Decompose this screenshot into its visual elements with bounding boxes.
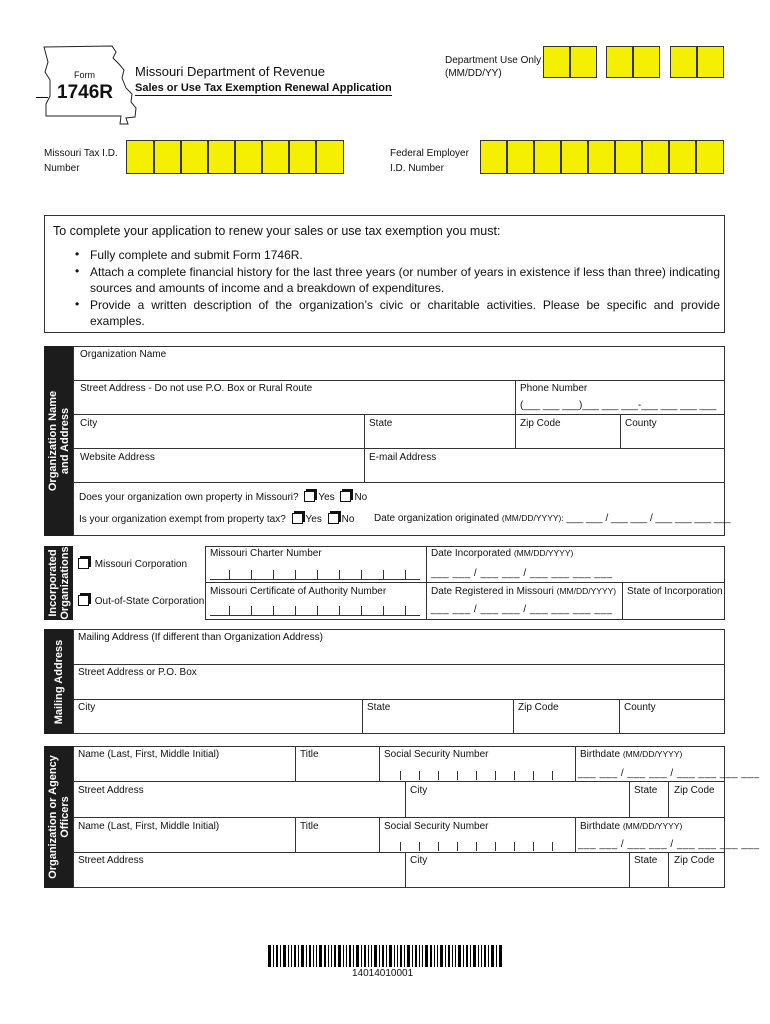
officer-1-name-field[interactable]: Name (Last, First, Middle Initial) [78,749,220,760]
exempt-yes-checkbox[interactable] [292,513,303,524]
charter-number-label: Missouri Charter Number [210,548,322,559]
officer-1-ssn-label: Social Security Number [384,749,489,760]
cert-authority-label: Missouri Certificate of Authority Number [210,586,387,597]
instructions-box [44,215,725,333]
instruction-3: Provide a written description of the organization’s civic or charitable activities. Please be specific and provide examples. [90,298,720,328]
own-property-yes-checkbox[interactable] [304,491,315,502]
org-phone-field[interactable]: (___ ___ ___)___ ___ ___-___ ___ ___ ___ [520,400,717,411]
bullet-icon: • [75,264,80,278]
missouri-corporation-checkbox[interactable] [78,558,89,569]
officers-section-label: Organization or Agency Officers [44,746,73,888]
org-phone-label: Phone Number [520,383,588,394]
dept-use-date-format: (MM/DD/YY) [445,68,502,79]
officer-2-birthdate-field[interactable]: ___ ___ / ___ ___ / ___ ___ ___ ___ [578,839,760,850]
officer-2-city-field[interactable]: City [410,855,428,866]
incorp-section-label: Incorporated Organizations [44,546,73,620]
officer-1-city-field[interactable]: City [410,785,428,796]
own-property-question: Does your organization own property in Missouri? Yes No [79,492,368,503]
officer-1-birthdate-label: Birthdate (MM/DD/YYYY) [580,749,683,760]
bullet-icon: • [75,247,80,261]
barcode-icon [268,945,502,967]
exempt-no-checkbox[interactable] [328,513,339,524]
fein-label-1: Federal Employer [390,148,469,159]
tax-id-label-1: Missouri Tax I.D. [44,148,118,159]
officer-2-street-field[interactable]: Street Address [78,855,144,866]
officer-2-birthdate-label: Birthdate (MM/DD/YYYY) [580,821,683,832]
date-incorporated-field[interactable]: ___ ___ / ___ ___ / ___ ___ ___ ___ [431,568,613,579]
officer-2-zip-field[interactable]: Zip Code [674,855,715,866]
officer-1-title-field[interactable]: Title [300,749,319,760]
exempt-property-question: Is your organization exempt from property tax? Yes No [79,514,355,525]
oos-corporation-option: Out-of-State Corporation [78,595,204,607]
form-number: 1746R [57,82,113,103]
date-registered-field[interactable]: ___ ___ / ___ ___ / ___ ___ ___ ___ [431,604,613,615]
oos-corporation-checkbox[interactable] [78,595,89,606]
bullet-icon: • [75,297,80,311]
mailing-zip-field[interactable]: Zip Code [518,702,559,713]
instruction-2: Attach a complete financial history for the last three years (or number of years in existence if less than three) indicating sources and amounts of income and a breakdown of expenditures. [90,265,720,295]
org-website-field[interactable]: Website Address [80,452,155,463]
dept-use-only-label: Department Use Only [445,55,542,66]
tax-id-label-2: Number [44,163,80,174]
state-of-incorporation-field[interactable]: State of Incorporation [627,586,723,597]
mailing-section [73,629,725,734]
org-street-field[interactable]: Street Address - Do not use P.O. Box or Rural Route [80,383,313,394]
dept-title: Missouri Department of Revenue [135,64,326,79]
form-word: Form [74,70,95,80]
missouri-corporation-option: Missouri Corporation [78,558,187,570]
officer-2-title-field[interactable]: Title [300,821,319,832]
mailing-address-field[interactable]: Mailing Address (If different than Organization Address) [78,632,323,643]
form-dash [36,97,48,98]
officer-2-state-field[interactable]: State [634,855,658,866]
org-state-field[interactable]: State [369,418,393,429]
mailing-street-field[interactable]: Street Address or P.O. Box [78,667,197,678]
form-subtitle: Sales or Use Tax Exemption Renewal Application [135,82,392,94]
fein-label-2: I.D. Number [390,163,444,174]
officer-1-zip-field[interactable]: Zip Code [674,785,715,796]
mailing-section-label: Mailing Address [44,629,73,734]
org-section [73,346,725,536]
officer-2-ssn-label: Social Security Number [384,821,489,832]
mailing-city-field[interactable]: City [78,702,96,713]
barcode-number: 14014010001 [352,968,414,979]
org-email-field[interactable]: E-mail Address [369,452,437,463]
date-originated-field[interactable]: Date organization originated (MM/DD/YYYY): ___ ___ / ___ ___ / ___ ___ ___ ___ [374,513,731,524]
instruction-1: Fully complete and submit Form 1746R. [90,248,303,262]
mailing-state-field[interactable]: State [367,702,391,713]
officer-1-state-field[interactable]: State [634,785,658,796]
org-zip-field[interactable]: Zip Code [520,418,561,429]
date-registered-label: Date Registered in Missouri (MM/DD/YYYY) [431,586,617,597]
org-name-field[interactable]: Organization Name [80,349,167,360]
officer-1-street-field[interactable]: Street Address [78,785,144,796]
org-city-field[interactable]: City [80,418,98,429]
own-property-no-checkbox[interactable] [340,491,351,502]
date-incorporated-label: Date Incorporated (MM/DD/YYYY) [431,548,574,559]
mailing-county-field[interactable]: County [624,702,656,713]
officer-2-name-field[interactable]: Name (Last, First, Middle Initial) [78,821,220,832]
org-county-field[interactable]: County [625,418,657,429]
officer-1-birthdate-field[interactable]: ___ ___ / ___ ___ / ___ ___ ___ ___ [578,768,760,779]
instructions-intro: To complete your application to renew your sales or use tax exemption you must: [53,224,501,238]
org-section-label: Organization Name and Address [44,346,73,536]
